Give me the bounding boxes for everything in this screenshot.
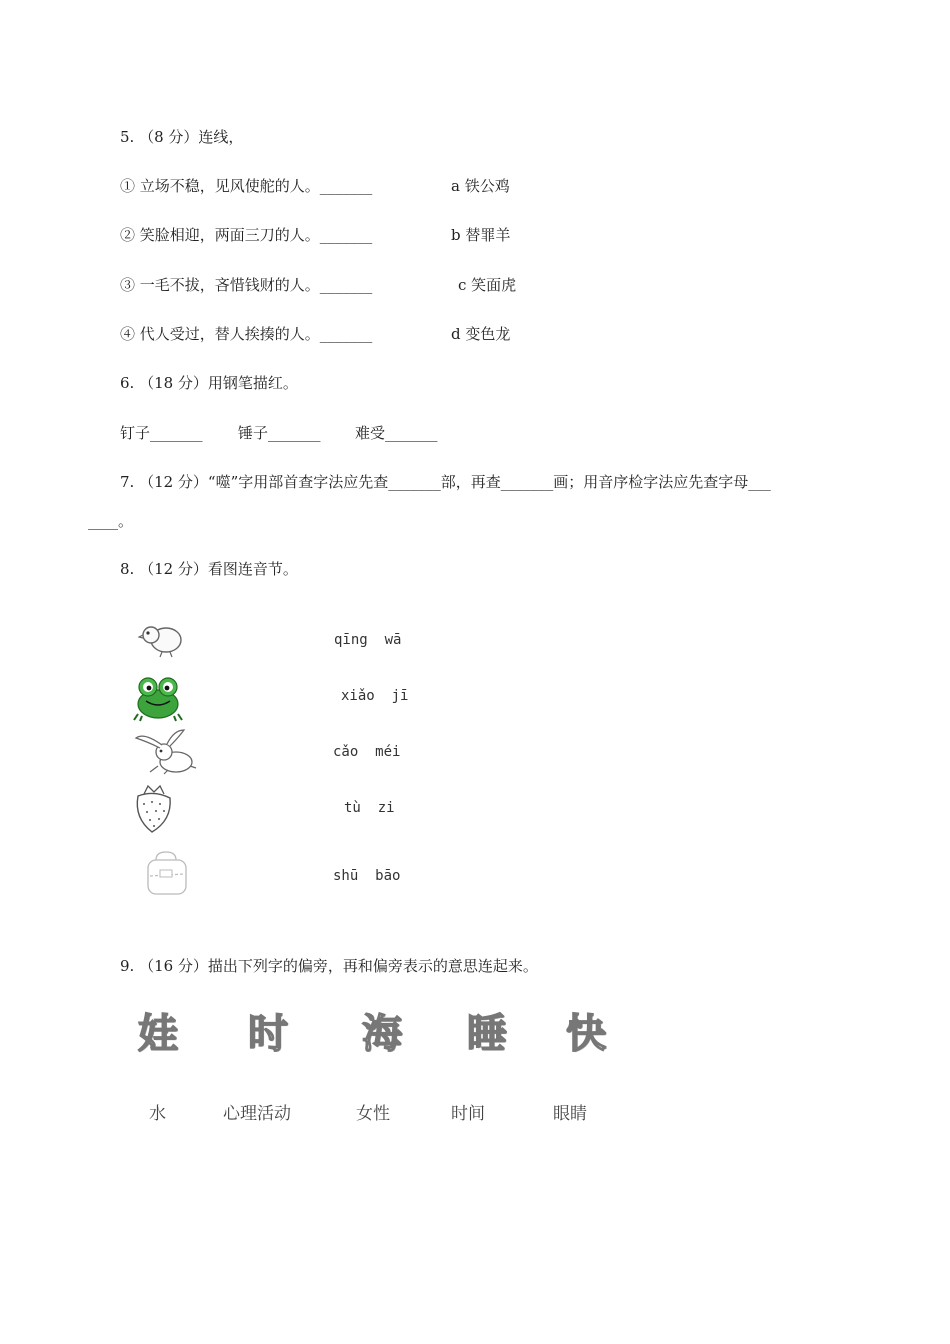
character-1: 娃 — [138, 1011, 178, 1057]
character-4: 睡 — [467, 1011, 507, 1057]
q5-item-2-right: b 替罪羊 — [451, 226, 511, 244]
q8-title: 8. （12 分）看图连音节。 — [120, 560, 298, 578]
q9-title: 9. （16 分）描出下列字的偏旁，再和偏旁表示的意思连起来。 — [120, 957, 538, 975]
strawberry-picture — [132, 784, 176, 836]
q5-item-1-right: a 铁公鸡 — [451, 177, 510, 195]
q5-item-2-left: ② 笑脸相迎，两面三刀的人。_______ — [120, 226, 373, 244]
meaning-4: 时间 — [451, 1104, 485, 1124]
syllable-2: xiǎo jī — [341, 688, 409, 704]
q6-word-3: 难受_______ — [355, 424, 438, 442]
schoolbag-picture — [142, 848, 192, 900]
q6-word-2: 锤子_______ — [238, 424, 321, 442]
meaning-3: 女性 — [356, 1104, 390, 1124]
q5-item-3-left: ③ 一毛不拔，吝惜钱财的人。_______ — [120, 276, 373, 294]
meaning-5: 眼睛 — [553, 1104, 587, 1124]
character-5: 快 — [566, 1011, 606, 1057]
chick-picture — [138, 620, 186, 660]
character-3: 海 — [362, 1011, 402, 1057]
q7-line-2: ____。 — [88, 512, 134, 530]
syllable-3: cǎo méi — [333, 744, 401, 760]
q6-title: 6. （18 分）用钢笔描红。 — [120, 374, 298, 392]
syllable-1: qīng wā — [334, 632, 402, 648]
q6-word-1: 钉子_______ — [120, 424, 203, 442]
q5-item-4-right: d 变色龙 — [451, 325, 511, 343]
q5-title: 5. （8 分）连线， — [120, 128, 244, 146]
q7-line-1: 7. （12 分）“噬”字用部首查字法应先查_______部，再查_______画；用音序检字法应先查字母___ — [120, 473, 771, 491]
rabbit-picture — [134, 728, 200, 776]
meaning-1: 水 — [149, 1104, 166, 1124]
q5-item-1-left: ① 立场不稳，见风使舵的人。_______ — [120, 177, 373, 195]
q5-item-4-left: ④ 代人受过，替人挨揍的人。_______ — [120, 325, 373, 343]
frog-picture — [132, 674, 184, 722]
syllable-5: shū bāo — [333, 868, 401, 884]
meaning-2: 心理活动 — [223, 1104, 291, 1124]
q5-item-3-right: c 笑面虎 — [458, 276, 517, 294]
character-2: 时 — [248, 1011, 288, 1057]
syllable-4: tù zi — [344, 800, 395, 816]
